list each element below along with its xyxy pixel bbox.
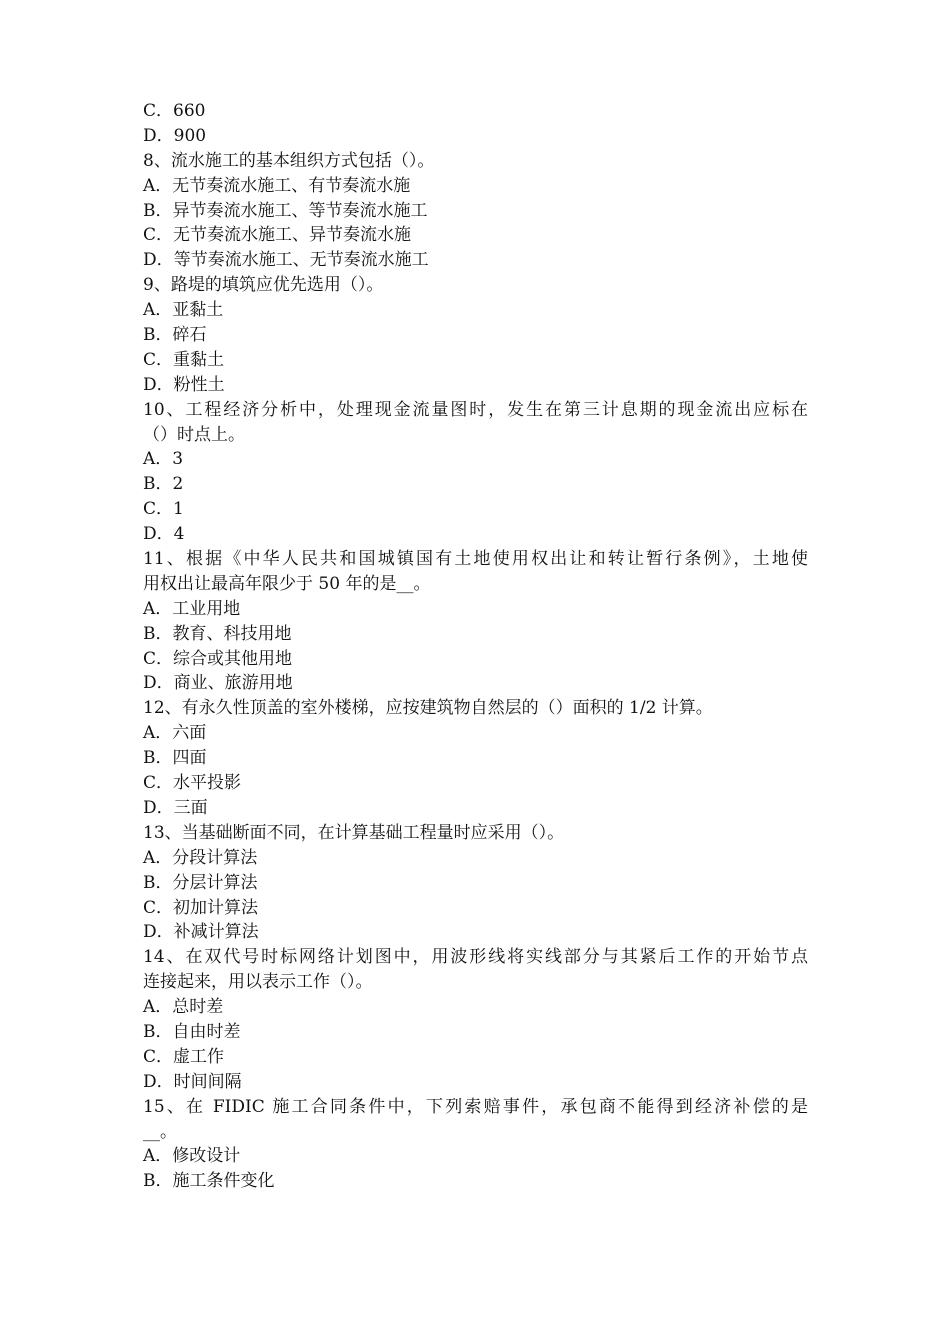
option-c-q10: C．1 bbox=[143, 499, 184, 520]
question-14-line-1: 14、在双代号时标网络计划图中，用波形线将实线部分与其紧后工作的开始节点 bbox=[143, 947, 808, 968]
option-d-q8: D．等节奏流水施工、无节奏流水施工 bbox=[143, 250, 429, 271]
option-a-q13: A．分段计算法 bbox=[143, 847, 258, 868]
option-a-q11: A．工业用地 bbox=[143, 598, 241, 619]
question-14-line-2: 连接起来，用以表示工作（）。 bbox=[143, 972, 373, 993]
question-10-line-1: 10、工程经济分析中，处理现金流量图时，发生在第三计息期的现金流出应标在 bbox=[143, 399, 808, 420]
option-d-q11: D．商业、旅游用地 bbox=[143, 673, 293, 694]
option-c-q14: C．虚工作 bbox=[143, 1046, 225, 1067]
option-d-q10: D．4 bbox=[143, 524, 185, 545]
option-c-q12: C．水平投影 bbox=[143, 773, 242, 794]
question-12: 12、有永久性顶盖的室外楼梯，应按建筑物自然层的（）面积的 1/2 计算。 bbox=[143, 698, 713, 719]
option-b-q8: B．异节奏流水施工、等节奏流水施工 bbox=[143, 200, 428, 221]
option-d-q12: D．三面 bbox=[143, 797, 208, 818]
option-a-q12: A．六面 bbox=[143, 723, 207, 744]
question-15-line-2: __。 bbox=[143, 1121, 177, 1142]
option-d-q13: D．补减计算法 bbox=[143, 922, 259, 943]
option-c-q13: C．初加计算法 bbox=[143, 897, 259, 918]
option-b-q15: B．施工条件变化 bbox=[143, 1171, 275, 1192]
option-b-q12: B．四面 bbox=[143, 748, 207, 769]
option-d-q7: D．900 bbox=[143, 125, 207, 146]
option-c-q8: C．无节奏流水施工、异节奏流水施 bbox=[143, 225, 412, 246]
question-list bbox=[143, 99, 808, 1194]
option-b-q14: B．自由时差 bbox=[143, 1021, 241, 1042]
option-a-q10: A．3 bbox=[143, 449, 184, 470]
option-a-q9: A．亚黏土 bbox=[143, 300, 224, 321]
question-15-line-1: 15、在 FIDIC 施工合同条件中，下列索赔事件，承包商不能得到经济补偿的是 bbox=[143, 1096, 808, 1117]
option-c-q11: C．综合或其他用地 bbox=[143, 648, 293, 669]
option-b-q13: B．分层计算法 bbox=[143, 872, 258, 893]
option-b-q11: B．教育、科技用地 bbox=[143, 623, 292, 644]
option-a-q15: A．修改设计 bbox=[143, 1146, 241, 1167]
option-b-q10: B．2 bbox=[143, 474, 184, 495]
question-9: 9、路堤的填筑应优先选用（）。 bbox=[143, 275, 384, 296]
question-10-line-2: （）时点上。 bbox=[143, 424, 245, 445]
option-a-q8: A．无节奏流水施工、有节奏流水施 bbox=[143, 175, 411, 196]
option-c-q9: C．重黏土 bbox=[143, 349, 225, 370]
question-11-line-2: 用权出让最高年限少于 50 年的是__。 bbox=[143, 573, 431, 594]
option-a-q14: A．总时差 bbox=[143, 997, 224, 1018]
question-13: 13、当基础断面不同，在计算基础工程量时应采用（）。 bbox=[143, 822, 565, 843]
option-d-q14: D．时间间隔 bbox=[143, 1071, 242, 1092]
question-8: 8、流水施工的基本组织方式包括（）。 bbox=[143, 150, 435, 171]
option-b-q9: B．碎石 bbox=[143, 325, 207, 346]
option-d-q9: D．粉性土 bbox=[143, 374, 225, 395]
option-c-q7: C．660 bbox=[143, 101, 206, 121]
question-11-line-1: 11、根据《中华人民共和国城镇国有土地使用权出让和转让暂行条例》，土地使 bbox=[143, 549, 808, 570]
